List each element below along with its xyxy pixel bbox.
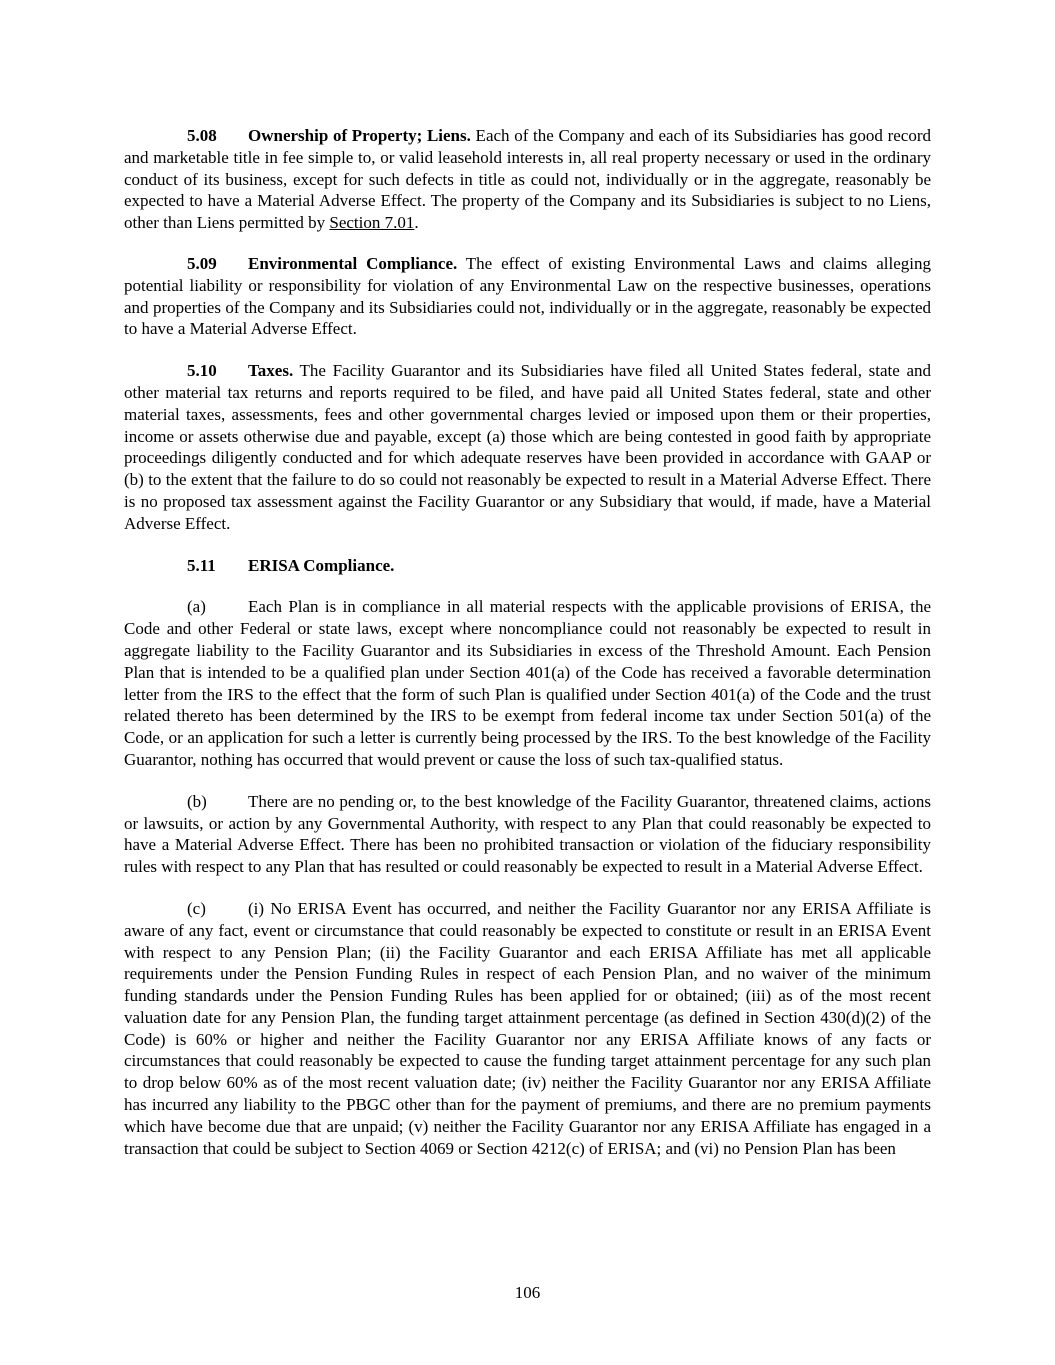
section-body-end: . [414, 213, 419, 233]
subsection-b [124, 791, 931, 878]
section-5-09 [124, 253, 931, 340]
section-body: Each of the Company and each of its Subsidiaries has good record and marketable title in fee simple to, or valid leasehold interests in, all real property necessary or used in the ordinary conduct of its business, except for such defects in title as could not, individually or in the aggregate, reasonably be expected to have a Material Adverse Effect. The property of the Company and its Subsidiaries is subject to no Liens, other than Liens permitted by [124, 126, 932, 233]
subsection-label: (a) [187, 597, 206, 617]
section-title: ERISA Compliance. [248, 555, 395, 575]
section-number: 5.11 [187, 555, 216, 575]
section-title: Ownership of Property; Liens. [248, 126, 471, 145]
section-title: Taxes. [248, 361, 294, 381]
subsection-a [124, 596, 931, 770]
section-body: The effect of existing Environmental Laws and claims alleging potential liability or responsibility for violation of any Environmental Law on the respective businesses, operations and properties of the Company and its Subsidiaries could not, individually or in the aggregate, reasonably be expected to have a Material Adverse Effect. [124, 253, 931, 339]
section-5-11-heading [124, 555, 931, 577]
section-title: Environmental Compliance. [248, 253, 458, 273]
section-number: 5.09 [187, 253, 217, 273]
section-5-10 [124, 360, 931, 534]
section-cross-reference: Section 7.01 [329, 213, 415, 233]
subsection-body: There are no pending or, to the best knowledge of the Facility Guarantor, threatened claims, actions or lawsuits, or action by any Governmental Authority, with respect to any Plan that could reasonably be expected to have a Material Adverse Effect. There has been no prohibited transaction or violation of the fiduciary responsibility rules with respect to any Plan that has resulted or could reasonably be expected to result in a Material Adverse Effect. [124, 791, 931, 877]
section-number: 5.10 [187, 361, 217, 381]
section-number: 5.08 [187, 126, 217, 145]
subsection-c [124, 898, 931, 1160]
subsection-label: (b) [187, 791, 207, 811]
subsection-body: (i) No ERISA Event has occurred, and neither the Facility Guarantor nor any ERISA Affiliate is aware of any fact, event or circumstance that could reasonably be expected to constitute or result in an ERISA Event with respect to any Pension Plan; (ii) the Facility Guarantor and each ERISA Affiliate has met all applicable requirements under the Pension Funding Rules in respect of each Pension Plan, and no waiver of the minimum funding standards under the Pension Funding Rules has been applied for or obtained; (iii) as of the most recent valuation date for any Pension Plan, the funding target attainment percentage (as defined in Section 430(d)(2) of the Code) is 60% or higher and neither the Facility Guarantor nor any ERISA Affiliate knows of any facts or circumstances that could reasonably be expected to cause the funding target attainment percentage for any such plan to drop below 60% as of the most recent valuation date; (iv) neither the Facility Guarantor nor any ERISA Affiliate has incurred any liability to the PBGC other than for the payment of premiums, and there are no premium payments which have become due that are unpaid; (v) neither the Facility Guarantor nor any ERISA Affiliate has engaged in a transaction that could be subject to Section 4069 or Section 4212(c) of ERISA; and (vi) no Pension Plan has been [124, 898, 931, 1158]
page-number: 106 [514, 1283, 541, 1302]
subsection-body: Each Plan is in compliance in all material respects with the applicable provisions of ERISA, the Code and other Federal or state laws, except where noncompliance could not reasonably be expected to result in aggregate liability to the Facility Guarantor and its Subsidiaries in excess of the Threshold Amount. Each Pension Plan that is intended to be a qualified plan under Section 401(a) of the Code has received a favorable determination letter from the IRS to the effect that the form of such Plan is qualified under Section 401(a) of the Code and the trust related thereto has been determined by the IRS to be exempt from federal income tax under Section 501(a) of the Code, or an application for such a letter is currently being processed by the IRS. To the best knowledge of the Facility Guarantor, nothing has occurred that would prevent or cause the loss of such tax-qualified status. [124, 597, 931, 769]
subsection-label: (c) [187, 898, 206, 918]
section-5-08 [124, 125, 931, 234]
section-body: The Facility Guarantor and its Subsidiaries have filed all United States federal, state and other material tax returns and reports required to be filed, and have paid all United States federal, state and other material taxes, assessments, fees and other governmental charges levied or imposed upon them or their properties, income or assets otherwise due and payable, except (a) those which are being contested in good faith by appropriate proceedings diligently conducted and for which adequate reserves have been provided in accordance with GAAP or (b) to the extent that the failure to do so could not reasonably be expected to result in a Material Adverse Effect. There is no proposed tax assessment against the Facility Guarantor or any Subsidiary that would, if made, have a Material Adverse Effect. [124, 361, 931, 533]
page-content [124, 125, 931, 1179]
